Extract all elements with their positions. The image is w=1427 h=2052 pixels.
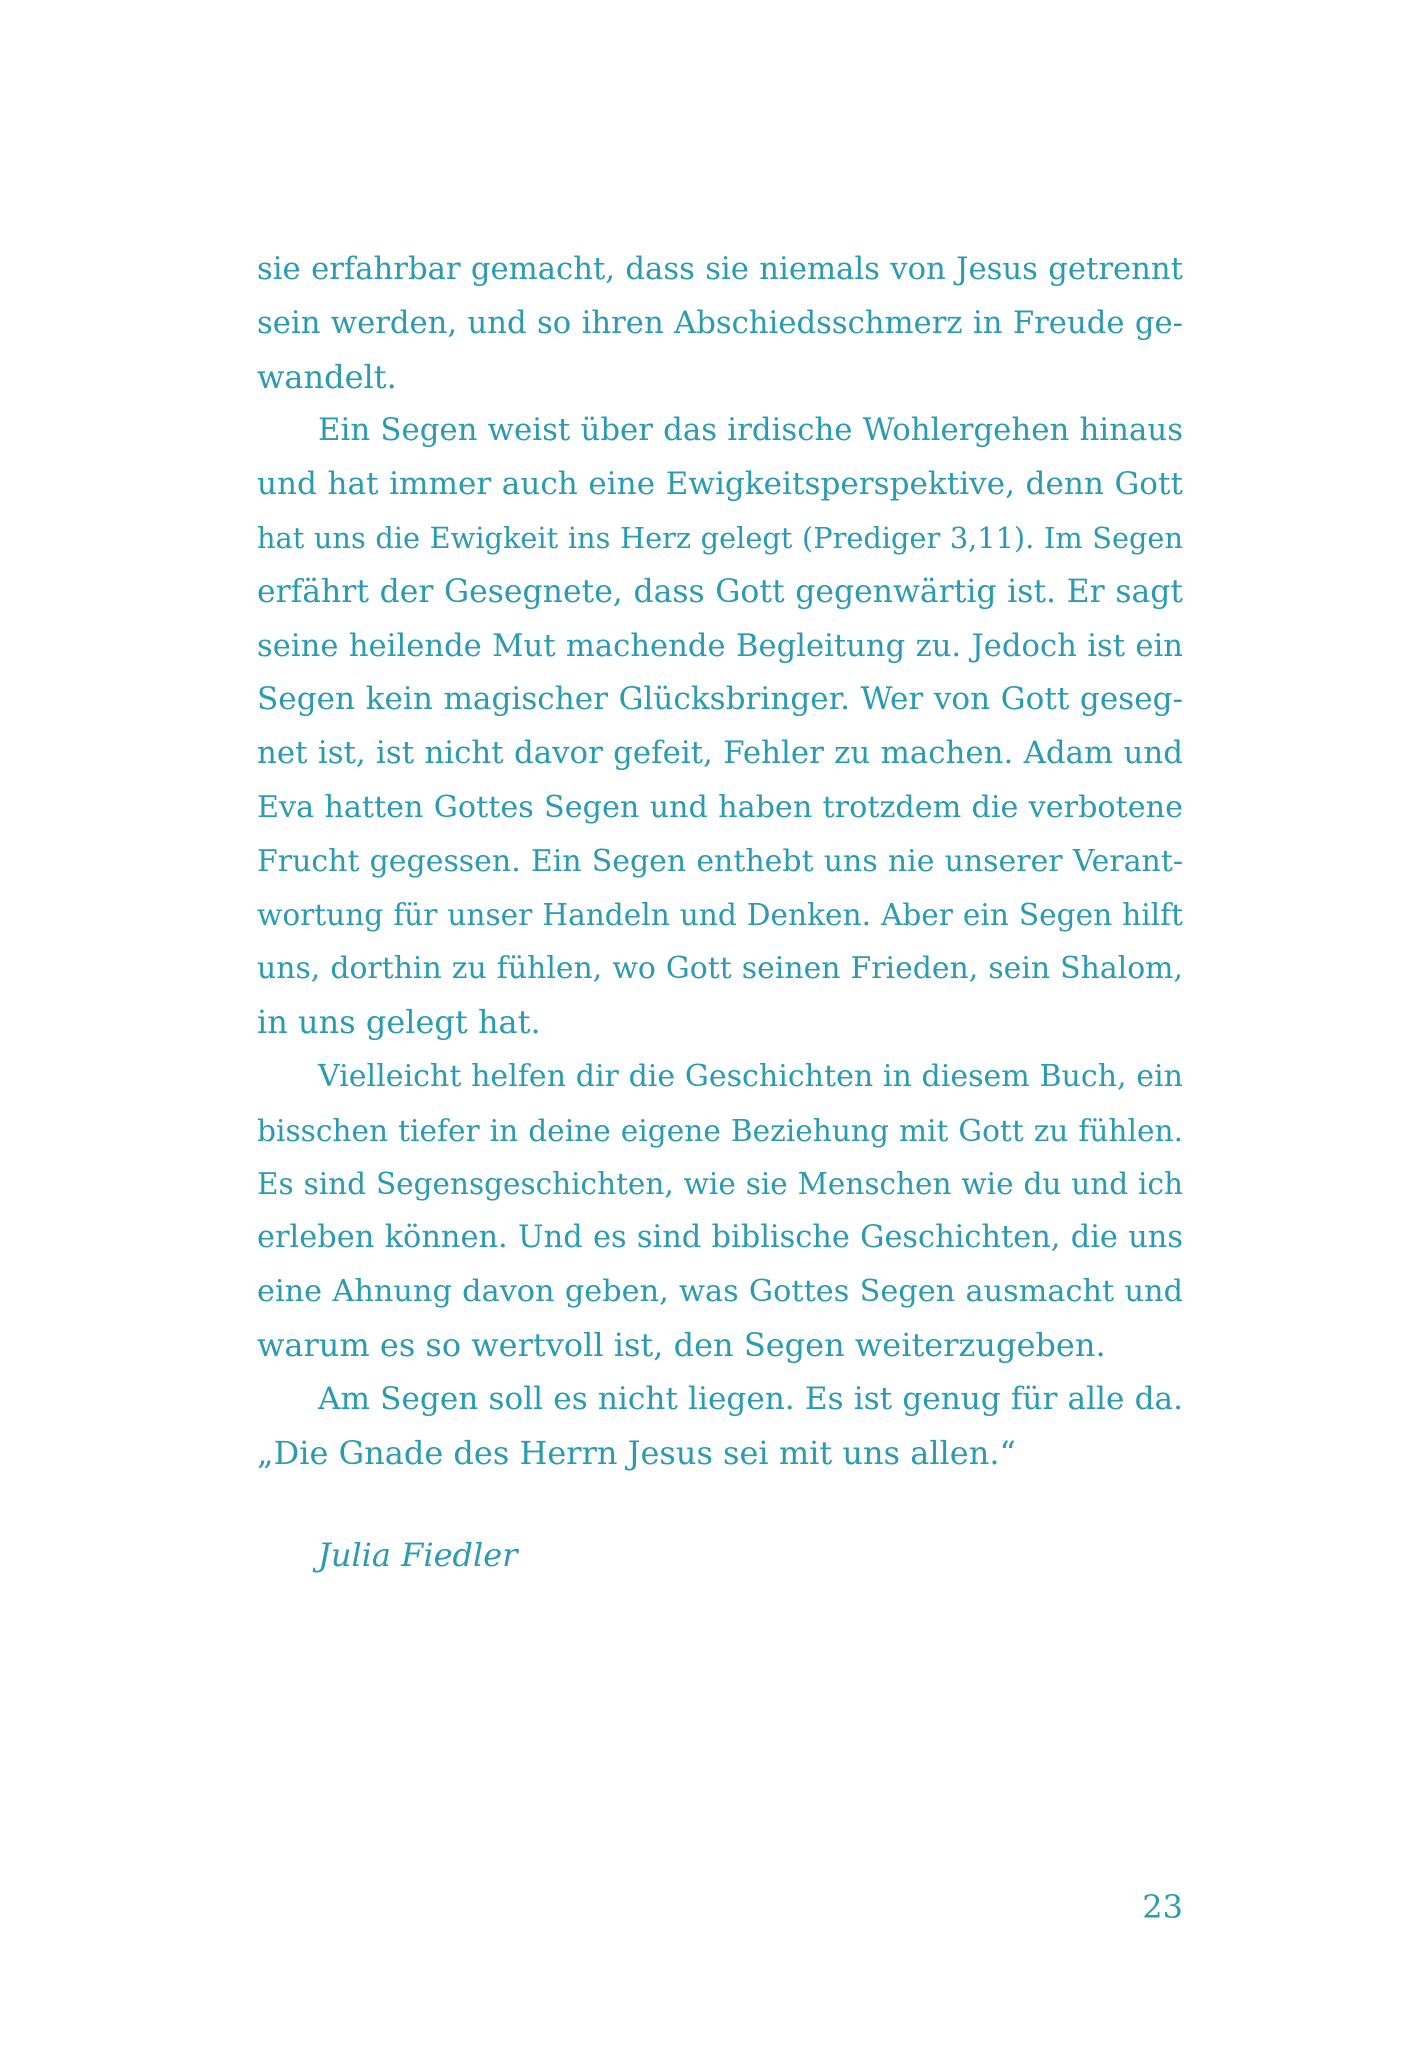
author-signature: Julia Fiedler	[318, 1536, 518, 1574]
text-line: Frucht gegessen. Ein Segen enthebt uns nie unserer Verant-	[257, 843, 1183, 879]
text-line: sie erfahrbar gemacht, dass sie niemals von Jesus getrennt	[257, 252, 1183, 287]
text-line: wandelt.	[257, 357, 397, 396]
text-line: und hat immer auch eine Ewigkeitsperspektive, denn Gott	[257, 466, 1183, 503]
text-line: erfährt der Gesegnete, dass Gott gegenwärtig ist. Er sagt	[257, 573, 1183, 610]
text-line: sein werden, und so ihren Abschiedsschmerz in Freude ge-	[257, 305, 1183, 341]
body-text	[257, 243, 1183, 1480]
text-line: seine heilende Mut machende Begleitung zu. Jedoch ist ein	[257, 628, 1183, 664]
text-line: warum es so wertvoll ist, den Segen weiterzugeben.	[257, 1325, 1106, 1364]
text-line: uns, dorthin zu fühlen, wo Gott seinen Frieden, sein Shalom,	[257, 951, 1183, 987]
text-line: Eva hatten Gottes Segen und haben trotzdem die verbotene	[257, 789, 1183, 825]
text-line: wortung für unser Handeln und Denken. Aber ein Segen hilft	[257, 897, 1183, 932]
paragraph-1	[257, 243, 1183, 404]
text-line: „Die Gnade des Herrn Jesus sei mit uns allen.“	[257, 1433, 1016, 1472]
paragraph-3	[257, 1050, 1183, 1373]
text-line: Am Segen soll es nicht liegen. Es ist genug für alle da.	[318, 1380, 1183, 1417]
text-line: Segen kein magischer Glücksbringer. Wer von Gott geseg-	[257, 681, 1183, 718]
text-line: hat uns die Ewigkeit ins Herz gelegt (Prediger 3,11). Im Segen	[257, 520, 1183, 555]
text-line: eine Ahnung davon geben, was Gottes Segen ausmacht und	[257, 1274, 1183, 1310]
text-line: Ein Segen weist über das irdische Wohlergehen hinaus	[318, 412, 1183, 449]
text-line: Es sind Segensgeschichten, wie sie Menschen wie du und ich	[257, 1166, 1183, 1201]
paragraph-4	[257, 1373, 1183, 1481]
text-line: erleben können. Und es sind biblische Geschichten, die uns	[257, 1220, 1183, 1256]
text-line: bisschen tiefer in deine eigene Beziehung mit Gott zu fühlen.	[257, 1112, 1183, 1148]
text-line: net ist, ist nicht davor gefeit, Fehler zu machen. Adam und	[257, 735, 1183, 772]
text-line: Vielleicht helfen dir die Geschichten in diesem Buch, ein	[318, 1058, 1183, 1094]
text-line: in uns gelegt hat.	[257, 1003, 541, 1042]
paragraph-2	[257, 404, 1183, 1050]
page-number: 23	[1142, 1888, 1183, 1926]
